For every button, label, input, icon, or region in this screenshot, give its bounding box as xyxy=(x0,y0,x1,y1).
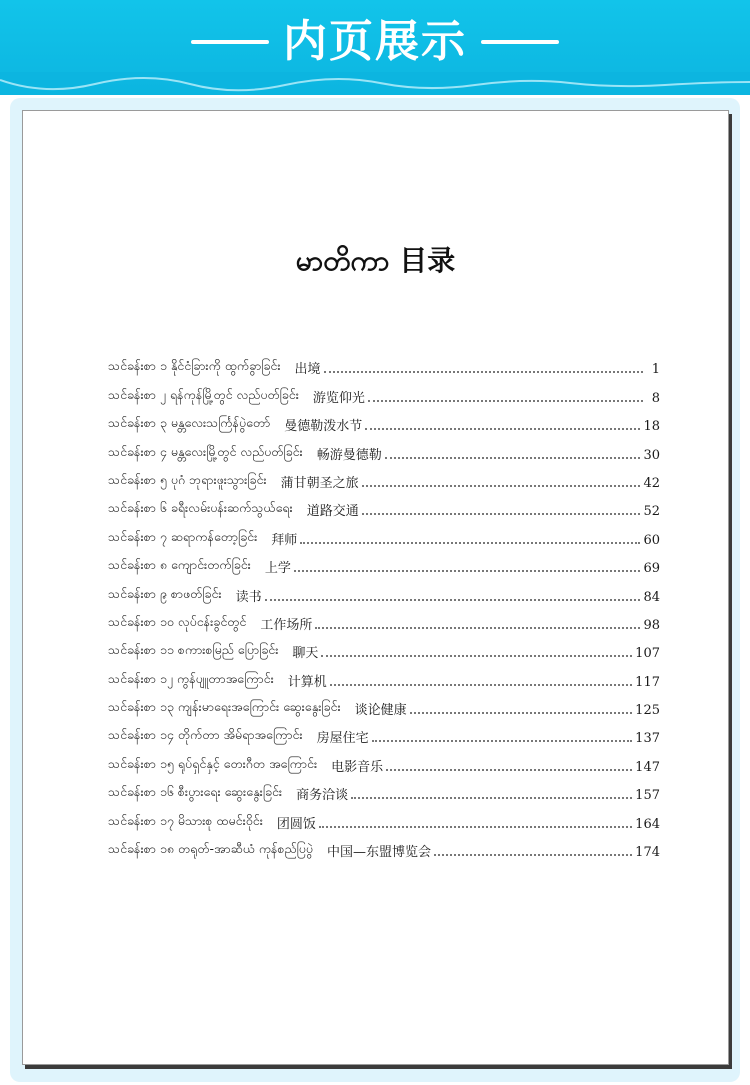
toc-entry-chinese: 畅游曼德勒 xyxy=(316,447,382,463)
dot-leader xyxy=(434,853,632,856)
dot-leader xyxy=(372,739,633,742)
dot-leader xyxy=(410,711,632,714)
toc-entry-page: 174 xyxy=(635,845,660,861)
toc-entry-chinese: 团圆饭 xyxy=(276,816,316,832)
toc-entry-label: သင်ခန်းစာ ၆ ခရီးလမ်းပန်းဆက်သွယ်ရေး xyxy=(108,500,293,516)
toc-list xyxy=(108,349,660,860)
dot-leader xyxy=(294,569,641,572)
dot-leader xyxy=(324,370,643,373)
toc-entry xyxy=(108,775,660,803)
dot-leader xyxy=(362,512,641,515)
toc-entry-page: 30 xyxy=(643,447,660,463)
toc-entry-page: 164 xyxy=(635,816,660,832)
toc-entry-chinese: 商务洽谈 xyxy=(296,788,349,804)
dot-leader xyxy=(365,427,640,430)
toc-entry-page: 125 xyxy=(635,703,660,719)
toc-entry xyxy=(108,377,660,405)
toc-entry xyxy=(108,349,660,377)
dot-leader xyxy=(362,484,641,487)
toc-entry-page: 137 xyxy=(635,731,660,747)
toc-entry-page: 157 xyxy=(635,788,660,804)
toc-entry-label: သင်ခန်းစာ ၄ မန္တလေးမြို့တွင် လည်ပတ်ခြင်း xyxy=(108,443,303,459)
dot-leader xyxy=(319,825,632,828)
toc-entry-chinese: 曼德勒泼水节 xyxy=(284,419,363,435)
dot-leader xyxy=(321,654,632,657)
dot-leader xyxy=(351,796,632,799)
toc-entry xyxy=(108,519,660,547)
toc-entry-label: သင်ခန်းစာ ၃ မန္တလေးသင်္ကြန်ပွဲတော် xyxy=(108,415,271,431)
toc-entry xyxy=(108,406,660,434)
toc-entry-label: သင်ခန်းစာ ၅ ပုဂံ ဘုရားဖူးသွားခြင်း xyxy=(108,471,267,487)
toc-entry-chinese: 蒲甘朝圣之旅 xyxy=(280,475,359,491)
toc-entry-label: သင်ခန်းစာ ၁၀ လုပ်ငန်းခွင်တွင် xyxy=(108,613,247,629)
toc-entry xyxy=(108,633,660,661)
toc-entry-chinese: 拜师 xyxy=(271,532,298,548)
toc-entry-page: 60 xyxy=(643,532,660,548)
toc-entry-chinese: 出境 xyxy=(294,362,321,378)
toc-entry-chinese: 中国—东盟博览会 xyxy=(327,845,432,861)
toc-entry-page: 117 xyxy=(635,674,660,690)
toc-entry-label: သင်ခန်းစာ ၇ ဆရာကန်တော့ခြင်း xyxy=(108,528,258,544)
toc-entry-chinese: 计算机 xyxy=(287,674,327,690)
toc-entry-chinese: 房屋住宅 xyxy=(316,731,369,747)
toc-entry xyxy=(108,491,660,519)
toc-entry-label: သင်ခန်းစာ ၁၁ စကားစမြည် ပြောခြင်း xyxy=(108,642,279,658)
toc-entry-page: 52 xyxy=(643,504,660,520)
toc-entry xyxy=(108,661,660,689)
toc-entry xyxy=(108,463,660,491)
toc-entry xyxy=(108,576,660,604)
banner-line-left xyxy=(191,40,269,44)
toc-entry xyxy=(108,718,660,746)
toc-entry xyxy=(108,803,660,831)
toc-entry-page: 8 xyxy=(651,390,660,406)
toc-entry-page: 147 xyxy=(635,759,660,775)
toc-entry-label: သင်ခန်းစာ ၁၇ မိသားစု ထမင်းဝိုင်း xyxy=(108,812,263,828)
toc-entry-chinese: 道路交通 xyxy=(306,504,359,520)
toc-entry-label: သင်ခန်းစာ ၁၅ ရုပ်ရှင်နှင့် တေးဂီတ အကြောင်း xyxy=(108,755,318,771)
toc-entry-chinese: 上学 xyxy=(264,561,291,577)
dot-leader xyxy=(265,598,641,601)
toc-entry-page: 84 xyxy=(643,589,660,605)
toc-entry-chinese: 谈论健康 xyxy=(354,703,407,719)
toc-entry-chinese: 工作场所 xyxy=(260,617,313,633)
toc-entry xyxy=(108,832,660,860)
toc-entry-label: သင်ခန်းစာ ၁၈ တရုတ်-အာဆီယံ ကုန်စည်ပြပွဲ xyxy=(108,841,313,857)
toc-entry xyxy=(108,434,660,462)
toc-entry-label: သင်ခန်းစာ ၁ နိုင်ငံခြားကို ထွက်ခွာခြင်း xyxy=(108,358,281,374)
toc-entry-label: သင်ခန်းစာ ၁၄ တိုက်တာ အိမ်ရာအကြောင်း xyxy=(108,727,303,743)
document-page xyxy=(22,110,729,1065)
toc-entry-page: 42 xyxy=(643,475,660,491)
toc-entry-label: သင်ခန်းစာ ၂ ရန်ကုန်မြို့တွင် လည်ပတ်ခြင်း xyxy=(108,386,299,402)
dot-leader xyxy=(315,626,640,629)
toc-title: မာတိကာ 目录 xyxy=(295,244,456,277)
toc-entry-chinese: 电影音乐 xyxy=(331,759,384,775)
dot-leader xyxy=(300,541,640,544)
toc-entry xyxy=(108,690,660,718)
toc-entry-label: သင်ခန်းစာ ၁၃ ကျန်းမာရေးအကြောင်း ဆွေးနွေးခြင်း xyxy=(108,699,341,715)
toc-entry-chinese: 读书 xyxy=(235,589,262,605)
toc-entry-label: သင်ခန်းစာ ၉ စာဖတ်ခြင်း xyxy=(108,585,222,601)
toc-entry-page: 1 xyxy=(651,362,660,378)
toc-entry-chinese: 游览仰光 xyxy=(312,390,365,406)
toc-entry-page: 107 xyxy=(635,646,660,662)
toc-entry-label: သင်ခန်းစာ ၈ ကျောင်းတက်ခြင်း xyxy=(108,557,251,573)
dot-leader xyxy=(330,683,632,686)
toc-entry-label: သင်ခန်းစာ ၁၆ စီးပွားရေး ဆွေးနွေးခြင်း xyxy=(108,784,283,800)
dot-leader xyxy=(386,768,632,771)
dot-leader xyxy=(368,399,643,402)
banner-title-group xyxy=(0,12,750,72)
toc-entry xyxy=(108,605,660,633)
toc-entry xyxy=(108,548,660,576)
banner-title: 内页展示 xyxy=(283,16,467,67)
toc-entry xyxy=(108,746,660,774)
toc-entry-page: 98 xyxy=(643,617,660,633)
toc-entry-page: 18 xyxy=(643,419,660,435)
dot-leader xyxy=(385,456,641,459)
banner-line-right xyxy=(481,40,559,44)
toc-entry-page: 69 xyxy=(643,561,660,577)
toc-entry-chinese: 聊天 xyxy=(292,646,319,662)
toc-entry-label: သင်ခန်းစာ ၁၂ ကွန်ပျူတာအကြောင်း xyxy=(108,670,274,686)
